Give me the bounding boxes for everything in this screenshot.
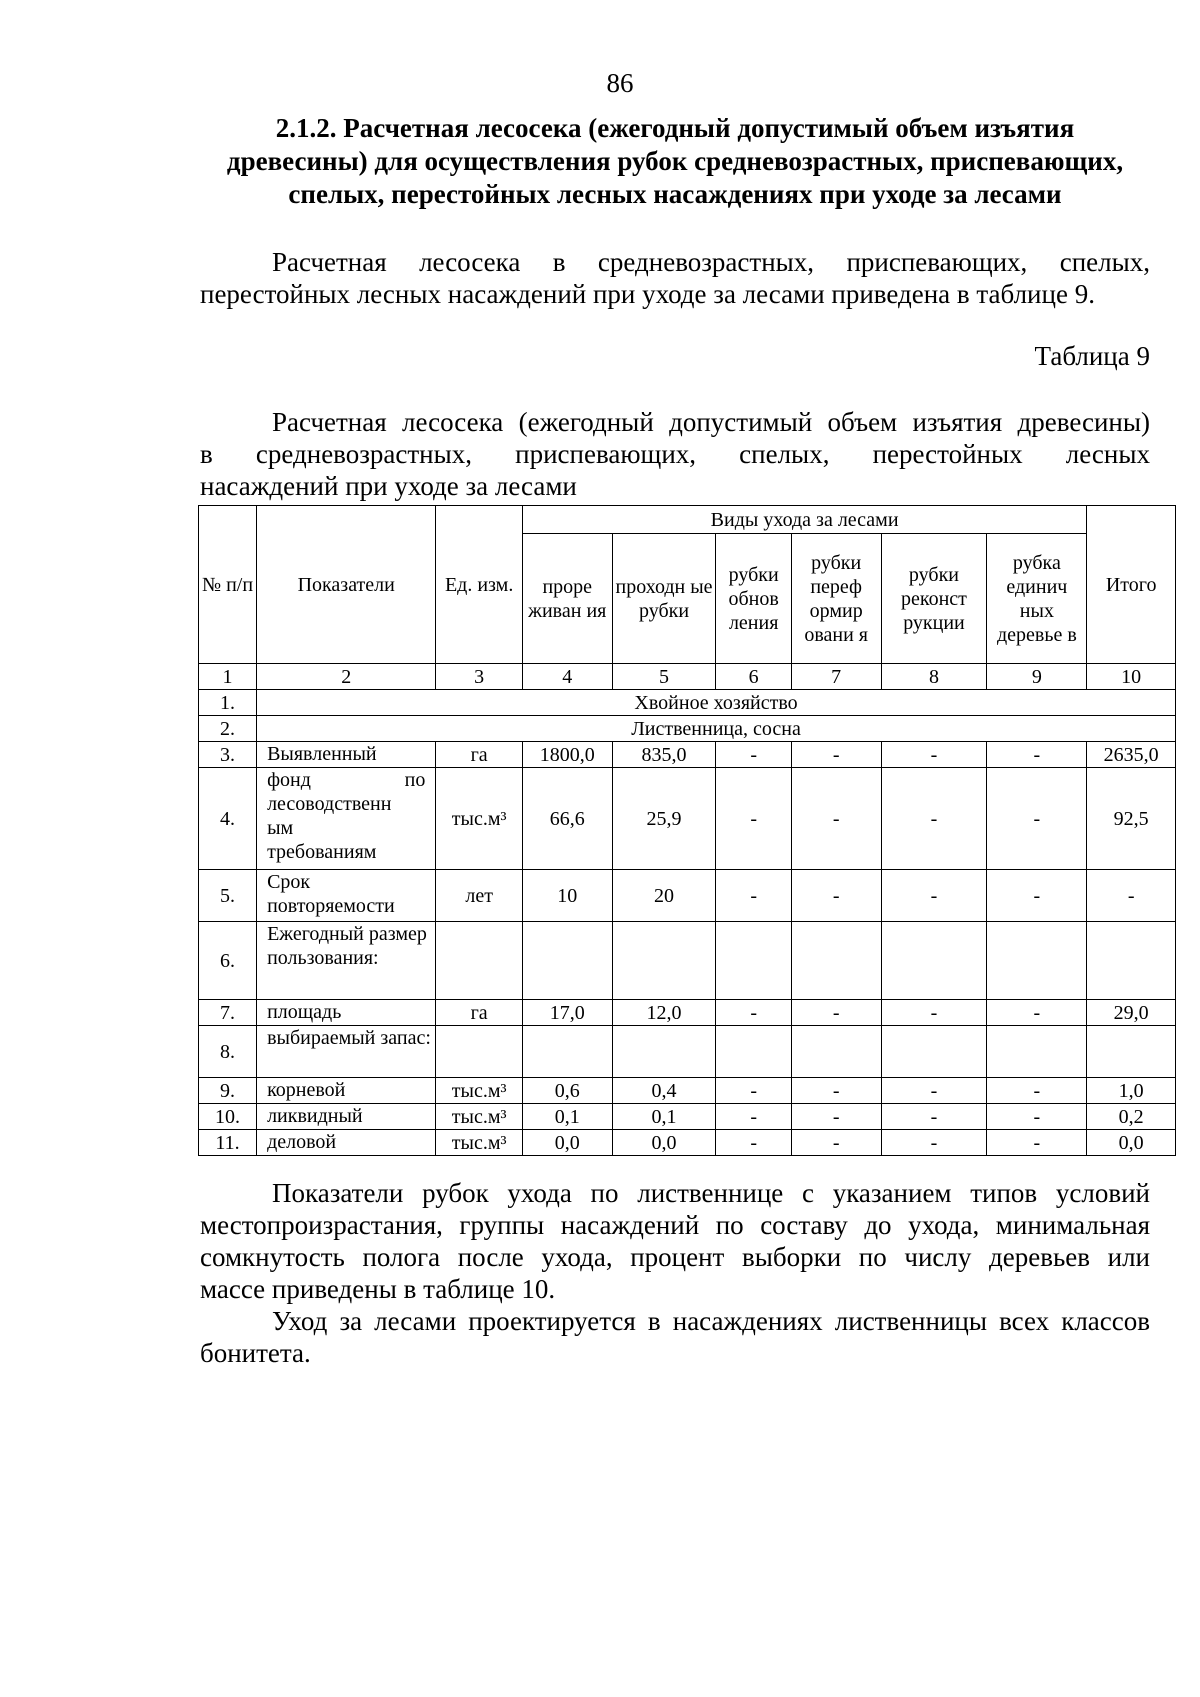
cell bbox=[1087, 922, 1176, 1000]
cell: - bbox=[716, 1130, 791, 1156]
indicator-line: лесоводственн bbox=[267, 793, 392, 815]
column-number-row bbox=[199, 664, 1176, 690]
cell bbox=[881, 922, 987, 1000]
cell: - bbox=[987, 1104, 1087, 1130]
cell: 12,0 bbox=[612, 1000, 716, 1026]
cell: 0,1 bbox=[612, 1104, 716, 1130]
intro-paragraph bbox=[200, 246, 1150, 310]
row-number: 7. bbox=[199, 1000, 257, 1026]
cell: - bbox=[881, 1104, 987, 1130]
cell bbox=[791, 1026, 881, 1078]
header-thinning: проре живан ия bbox=[522, 534, 612, 664]
row-unit: тыс.м³ bbox=[436, 1130, 523, 1156]
header-single: рубка единич ных деревье в bbox=[987, 534, 1087, 664]
caption-line: Расчетная лесосека (ежегодный допустимый объем изъятия древесины) bbox=[272, 407, 1150, 437]
row-indicator: выбираемый запас: bbox=[257, 1026, 436, 1078]
row-number: 6. bbox=[199, 922, 257, 1000]
paragraph-line: Показатели рубок ухода по лиственнице с указанием типов условий bbox=[272, 1178, 1150, 1208]
cell: 20 bbox=[612, 870, 716, 922]
paragraph-line: Уход за лесами проектируется в насаждениях лиственницы всех классов bbox=[272, 1306, 1150, 1336]
cell: - bbox=[791, 1078, 881, 1104]
paragraph-line: местопроизрастания, группы насаждений по составу до ухода, минимальная bbox=[200, 1210, 1150, 1240]
column-number: 2 bbox=[257, 664, 436, 690]
header-reconst: рубки реконст рукции bbox=[881, 534, 987, 664]
table-row bbox=[199, 1104, 1176, 1130]
cell: - bbox=[987, 768, 1087, 870]
cell: 66,6 bbox=[522, 768, 612, 870]
row-unit: тыс.м³ bbox=[436, 768, 523, 870]
row-number: 9. bbox=[199, 1078, 257, 1104]
cell: 25,9 bbox=[612, 768, 716, 870]
cell: 0,1 bbox=[522, 1104, 612, 1130]
cell: 0,2 bbox=[1087, 1104, 1176, 1130]
cell: - bbox=[716, 1000, 791, 1026]
header-pass: проходн ые рубки bbox=[612, 534, 716, 664]
row-number: 11. bbox=[199, 1130, 257, 1156]
cell: - bbox=[791, 768, 881, 870]
cell bbox=[436, 922, 523, 1000]
indicator-line: требованиям bbox=[267, 841, 377, 863]
paragraph-line: бонитета. bbox=[200, 1338, 311, 1368]
row-unit: тыс.м³ bbox=[436, 1104, 523, 1130]
cell bbox=[716, 1026, 791, 1078]
cell: - bbox=[716, 1078, 791, 1104]
cell bbox=[612, 1026, 716, 1078]
cell bbox=[791, 922, 881, 1000]
header-indicator: Показатели bbox=[257, 506, 436, 664]
table-caption bbox=[200, 406, 1150, 502]
table-row bbox=[199, 742, 1176, 768]
paragraph-2 bbox=[200, 1177, 1150, 1305]
column-number: 4 bbox=[522, 664, 612, 690]
cell: 10 bbox=[522, 870, 612, 922]
row-unit: лет bbox=[436, 870, 523, 922]
cell: 17,0 bbox=[522, 1000, 612, 1026]
table-row bbox=[199, 1130, 1176, 1156]
page-number: 86 bbox=[606, 68, 634, 98]
cell: - bbox=[987, 870, 1087, 922]
cell bbox=[522, 1026, 612, 1078]
table-row bbox=[199, 1026, 1176, 1078]
cell: - bbox=[987, 1078, 1087, 1104]
paragraph-3 bbox=[200, 1305, 1150, 1369]
indicator-line bbox=[267, 768, 433, 792]
cell bbox=[987, 922, 1087, 1000]
cell: 0,0 bbox=[1087, 1130, 1176, 1156]
paragraph-line: Расчетная лесосека в средневозрастных, приспевающих, спелых, bbox=[272, 247, 1150, 277]
cell bbox=[716, 922, 791, 1000]
cell: - bbox=[881, 1000, 987, 1026]
caption-line: в средневозрастных, приспевающих, спелых, перестойных лесных bbox=[200, 439, 1150, 469]
column-number: 6 bbox=[716, 664, 791, 690]
row-number: 8. bbox=[199, 1026, 257, 1078]
row-indicator: корневой bbox=[257, 1078, 436, 1104]
cell bbox=[436, 1026, 523, 1078]
cell: 29,0 bbox=[1087, 1000, 1176, 1026]
section-title: Лиственница, сосна bbox=[257, 716, 1176, 742]
table-row bbox=[199, 768, 1176, 870]
row-indicator bbox=[257, 768, 436, 870]
row-number: 10. bbox=[199, 1104, 257, 1130]
cell bbox=[612, 922, 716, 1000]
cell: - bbox=[716, 870, 791, 922]
cell: 0,0 bbox=[522, 1130, 612, 1156]
row-number: 2. bbox=[199, 716, 257, 742]
cell: 92,5 bbox=[1087, 768, 1176, 870]
caption-line: насаждений при уходе за лесами bbox=[200, 471, 577, 501]
cell: - bbox=[881, 1130, 987, 1156]
column-number: 7 bbox=[791, 664, 881, 690]
cell: - bbox=[791, 1000, 881, 1026]
header-unit: Ед. изм. bbox=[436, 506, 523, 664]
row-indicator: Ежегодный размер пользования: bbox=[257, 922, 436, 1000]
cell: - bbox=[987, 1000, 1087, 1026]
table-row bbox=[199, 1000, 1176, 1026]
table-row bbox=[199, 870, 1176, 922]
paragraph-line: массе приведены в таблице 10. bbox=[200, 1274, 556, 1304]
paragraph-line: перестойных лесных насаждений при уходе за лесами приведена в таблице 9. bbox=[200, 279, 1095, 309]
cell: 0,4 bbox=[612, 1078, 716, 1104]
paragraph-line: сомкнутость полога после ухода, процент выборки по числу деревьев или bbox=[200, 1242, 1150, 1272]
header-reform: рубки переф ормир овани я bbox=[791, 534, 881, 664]
cell bbox=[522, 922, 612, 1000]
row-indicator: деловой bbox=[257, 1130, 436, 1156]
cell: - bbox=[791, 870, 881, 922]
cell: 835,0 bbox=[612, 742, 716, 768]
cell: - bbox=[987, 742, 1087, 768]
cell: - bbox=[716, 742, 791, 768]
header-row bbox=[199, 506, 1176, 534]
column-number: 9 bbox=[987, 664, 1087, 690]
allowable-cut-table bbox=[198, 505, 1176, 1156]
cell bbox=[1087, 1026, 1176, 1078]
row-unit: га bbox=[436, 1000, 523, 1026]
cell: - bbox=[791, 1130, 881, 1156]
table-label: Таблица 9 bbox=[1034, 341, 1150, 371]
heading-line: 2.1.2. Расчетная лесосека (ежегодный допустимый объем изъятия bbox=[275, 113, 1075, 143]
header-num: № п/п bbox=[199, 506, 257, 664]
cell: 0,6 bbox=[522, 1078, 612, 1104]
row-indicator: Срок повторяемости bbox=[257, 870, 436, 922]
column-number: 3 bbox=[436, 664, 523, 690]
row-number: 3. bbox=[199, 742, 257, 768]
cell: 2635,0 bbox=[1087, 742, 1176, 768]
row-unit: тыс.м³ bbox=[436, 1078, 523, 1104]
indicator-line: ым bbox=[267, 817, 294, 839]
cell: - bbox=[791, 742, 881, 768]
section-row bbox=[199, 716, 1176, 742]
cell: - bbox=[881, 742, 987, 768]
indicator-word: по bbox=[404, 769, 426, 791]
section-row bbox=[199, 690, 1176, 716]
row-unit: га bbox=[436, 742, 523, 768]
row-indicator: площадь bbox=[257, 1000, 436, 1026]
cell: 1,0 bbox=[1087, 1078, 1176, 1104]
cell: 1800,0 bbox=[522, 742, 612, 768]
table-row bbox=[199, 922, 1176, 1000]
cell bbox=[987, 1026, 1087, 1078]
row-indicator: Выявленный bbox=[257, 742, 436, 768]
column-number: 5 bbox=[612, 664, 716, 690]
section-title: Хвойное хозяйство bbox=[257, 690, 1176, 716]
column-number: 1 bbox=[199, 664, 257, 690]
section-heading bbox=[200, 112, 1150, 211]
column-number: 10 bbox=[1087, 664, 1176, 690]
cell: - bbox=[881, 768, 987, 870]
indicator-word: фонд bbox=[267, 769, 311, 791]
heading-line: спелых, перестойных лесных насаждениях при уходе за лесами bbox=[288, 179, 1062, 209]
row-number: 5. bbox=[199, 870, 257, 922]
cell: - bbox=[791, 1104, 881, 1130]
row-number: 1. bbox=[199, 690, 257, 716]
row-number: 4. bbox=[199, 768, 257, 870]
cell: - bbox=[881, 1078, 987, 1104]
cell: - bbox=[881, 870, 987, 922]
cell bbox=[881, 1026, 987, 1078]
header-group: Виды ухода за лесами bbox=[522, 506, 1086, 534]
cell: - bbox=[716, 1104, 791, 1130]
cell: - bbox=[987, 1130, 1087, 1156]
cell: - bbox=[1087, 870, 1176, 922]
row-indicator: ликвидный bbox=[257, 1104, 436, 1130]
cell: - bbox=[716, 768, 791, 870]
header-total: Итого bbox=[1087, 506, 1176, 664]
header-renew: рубки обнов ления bbox=[716, 534, 791, 664]
column-number: 8 bbox=[881, 664, 987, 690]
table-row bbox=[199, 1078, 1176, 1104]
heading-line: древесины) для осуществления рубок средневозрастных, приспевающих, bbox=[226, 146, 1124, 176]
cell: 0,0 bbox=[612, 1130, 716, 1156]
